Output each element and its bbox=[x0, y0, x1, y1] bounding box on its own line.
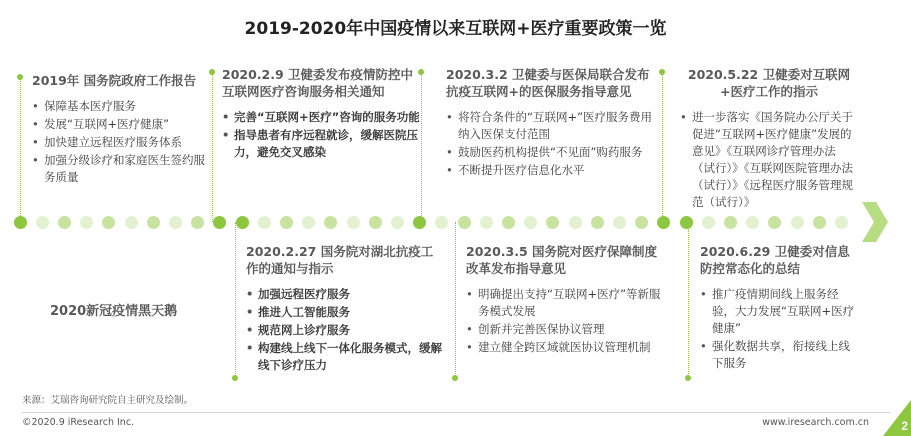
event-items bbox=[446, 109, 654, 179]
event-card-2020-02-27 bbox=[246, 243, 442, 375]
timeline-dot bbox=[147, 216, 160, 229]
event-title: 2020.2.9 卫健委发布疫情防控中互联网医疗咨询服务相关通知 bbox=[222, 67, 414, 99]
timeline-dot bbox=[680, 216, 693, 229]
slide-title: 2019-2020年中国疫情以来互联网+医疗重要政策一览 bbox=[244, 19, 667, 39]
event-card-2020-06-29 bbox=[700, 243, 860, 373]
connector-line bbox=[662, 72, 663, 222]
timeline-dot bbox=[791, 216, 804, 229]
event-item: • 进一步落实《国务院办公厅关于促进“互联网+医疗健康”发展的意见》《互联网诊疗管理办法（试行）》《互联网医院管理办法（试行）》《远程医疗服务管理规范（试行）》 bbox=[680, 109, 858, 211]
event-item: • 不断提升医疗信息化水平 bbox=[446, 162, 654, 179]
page-number: 2 bbox=[901, 419, 908, 433]
timeline-dot bbox=[236, 216, 249, 229]
event-card-2020-03-05 bbox=[466, 243, 666, 357]
timeline-dot bbox=[524, 216, 537, 229]
connector-dot bbox=[685, 375, 691, 381]
event-item: • 构建线上线下一体化服务模式，缓解线下诊疗压力 bbox=[246, 340, 442, 374]
timeline-dot bbox=[435, 216, 448, 229]
copyright: ©2020.9 iResearch Inc. bbox=[22, 417, 135, 428]
connector-dot bbox=[452, 375, 458, 381]
timeline-dot bbox=[302, 216, 315, 229]
event-title: 2020.3.5 国务院对医疗保障制度改革发布指导意见 bbox=[466, 244, 658, 276]
event-item: • 规范网上诊疗服务 bbox=[246, 322, 442, 339]
timeline-dot bbox=[391, 216, 404, 229]
timeline-dot bbox=[36, 216, 49, 229]
source-note: 来源：艾瑞咨询研究院自主研究及绘制。 bbox=[22, 395, 194, 406]
timeline-dot bbox=[835, 216, 848, 229]
connector-line bbox=[421, 72, 422, 222]
event-item: • 发展“互联网+医疗健康” bbox=[32, 116, 212, 133]
event-card-2019-report bbox=[32, 72, 212, 187]
event-item: • 创新并完善医保协议管理 bbox=[466, 321, 666, 338]
event-items bbox=[680, 109, 858, 211]
connector-dot bbox=[659, 69, 665, 75]
timeline-dot bbox=[324, 216, 337, 229]
connector-line bbox=[688, 222, 689, 378]
page-number-badge bbox=[883, 400, 911, 436]
event-title: 2020.2.27 国务院对湖北抗疫工作的通知与指示 bbox=[246, 244, 434, 276]
event-card-2020-03-02 bbox=[446, 66, 654, 180]
timeline-dot bbox=[546, 216, 559, 229]
event-title: 2019年 国务院政府工作报告 bbox=[32, 73, 197, 88]
timeline-dot bbox=[635, 216, 648, 229]
timeline-arrow bbox=[862, 202, 888, 242]
timeline-dot bbox=[746, 216, 759, 229]
timeline-dot bbox=[369, 216, 382, 229]
connector-dot bbox=[17, 74, 23, 80]
event-items bbox=[32, 98, 212, 186]
event-item: • 强化数据共享，衔接线上线下服务 bbox=[700, 338, 860, 372]
event-item: • 指导患者有序远程就诊，缓解医院压力，避免交叉感染 bbox=[222, 127, 420, 161]
event-items bbox=[466, 286, 666, 356]
timeline-dot bbox=[458, 216, 471, 229]
event-card-2020-02-09 bbox=[222, 66, 420, 162]
event-card-2020-05-22 bbox=[680, 66, 858, 212]
event-item: • 鼓励医药机构提供“不见面”购药服务 bbox=[446, 144, 654, 161]
timeline-dot bbox=[191, 216, 204, 229]
timeline-dot bbox=[702, 216, 715, 229]
timeline-dot bbox=[213, 216, 226, 229]
timeline-dot bbox=[169, 216, 182, 229]
timeline-dot bbox=[591, 216, 604, 229]
connector-line bbox=[235, 222, 236, 378]
website-url: www.iresearch.com.cn bbox=[762, 417, 869, 428]
timeline-dot bbox=[80, 216, 93, 229]
timeline-dot bbox=[724, 216, 737, 229]
event-item: • 推广疫情期间线上服务经验，大力发展“互联网+医疗健康” bbox=[700, 286, 860, 337]
timeline-dot bbox=[813, 216, 826, 229]
timeline-dot bbox=[347, 216, 360, 229]
event-item: • 保障基本医疗服务 bbox=[32, 98, 212, 115]
timeline-dot bbox=[102, 216, 115, 229]
timeline-dot bbox=[657, 216, 670, 229]
event-items bbox=[222, 109, 420, 161]
event-items bbox=[246, 286, 442, 374]
connector-line bbox=[455, 222, 456, 378]
connector-line bbox=[20, 77, 21, 222]
timeline-dot bbox=[125, 216, 138, 229]
event-item: • 明确提出支持“互联网+医疗”等新服务模式发展 bbox=[466, 286, 666, 320]
timeline-dot bbox=[258, 216, 271, 229]
event-item: • 推进人工智能服务 bbox=[246, 304, 442, 321]
event-items bbox=[700, 286, 860, 372]
event-title: 2020.5.22 卫健委对互联网+医疗工作的指示 bbox=[687, 67, 851, 99]
event-item: • 加强远程医疗服务 bbox=[246, 286, 442, 303]
event-item: • 加快建立远程医疗服务体系 bbox=[32, 134, 212, 151]
timeline-dot bbox=[480, 216, 493, 229]
event-title: 2020.6.29 卫健委对信息防控常态化的总结 bbox=[700, 244, 850, 276]
connector-dot bbox=[232, 375, 238, 381]
timeline-dot bbox=[613, 216, 626, 229]
timeline-dot bbox=[58, 216, 71, 229]
event-item: • 完善“互联网+医疗”咨询的服务功能 bbox=[222, 109, 420, 126]
event-item: • 将符合条件的“互联网+”医疗服务费用纳入医保支付范围 bbox=[446, 109, 654, 143]
black-swan-label: 2020新冠疫情黑天鹅 bbox=[50, 304, 178, 319]
timeline-dot bbox=[413, 216, 426, 229]
timeline-dot bbox=[502, 216, 515, 229]
timeline-dot bbox=[280, 216, 293, 229]
event-item: • 建立健全跨区域就医协议管理机制 bbox=[466, 339, 666, 356]
footer-divider bbox=[22, 412, 891, 413]
event-title: 2020.3.2 卫健委与医保局联合发布抗疫互联网+的医保服务指导意见 bbox=[446, 67, 650, 99]
event-item: • 加强分级诊疗和家庭医生签约服务质量 bbox=[32, 152, 212, 186]
timeline-dot bbox=[768, 216, 781, 229]
connector-line bbox=[212, 72, 213, 222]
timeline-dot bbox=[569, 216, 582, 229]
